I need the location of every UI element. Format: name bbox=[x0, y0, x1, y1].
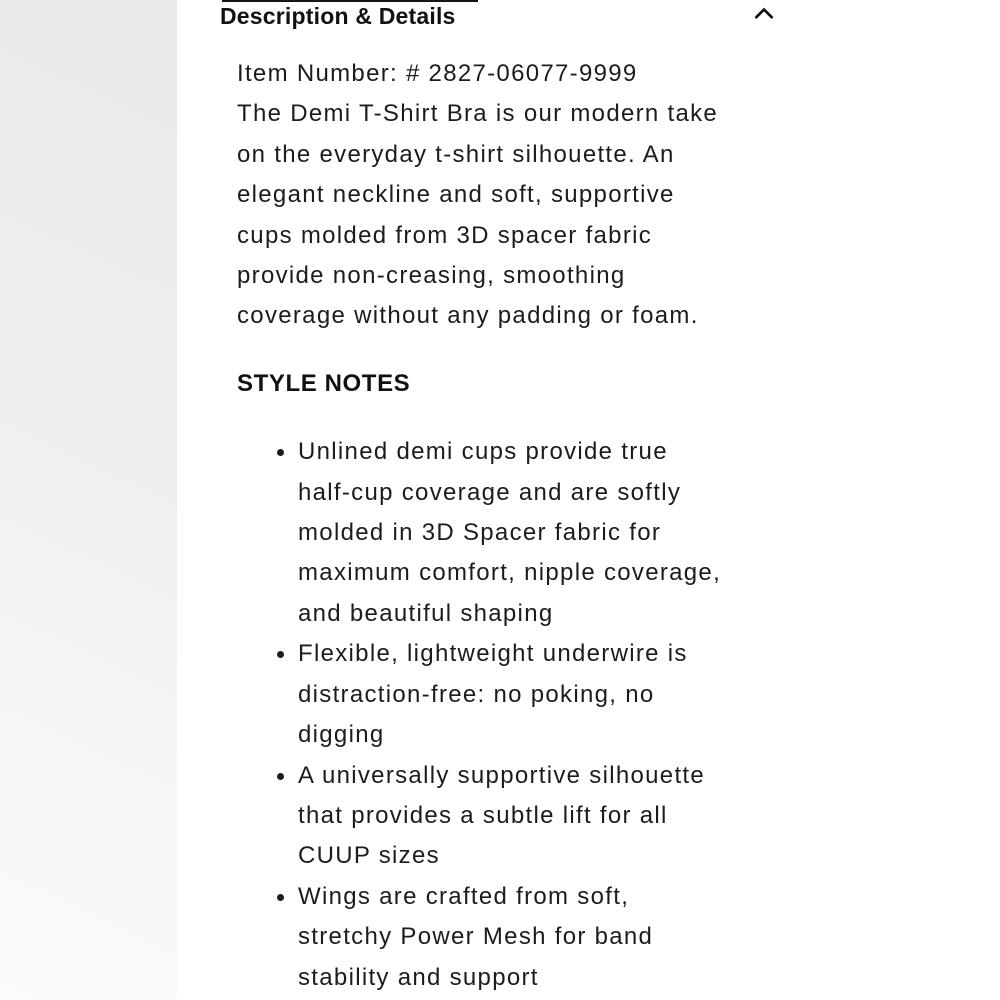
list-item bbox=[277, 756, 1000, 877]
description-line: cups molded from 3D spacer fabric bbox=[237, 221, 653, 249]
bullet-line: digging bbox=[298, 721, 385, 749]
style-notes-list bbox=[237, 432, 1000, 998]
clipped-content-above bbox=[222, 0, 478, 2]
accordion-header-description-details[interactable] bbox=[220, 0, 775, 29]
bullet-line: that provides a subtle lift for all bbox=[298, 801, 668, 829]
bullet-line: Wings are crafted from soft, bbox=[298, 882, 630, 910]
bullet-line: distraction-free: no poking, no bbox=[298, 680, 655, 708]
description-line: coverage without any padding or foam. bbox=[237, 302, 699, 330]
bullet-line: stretchy Power Mesh for band bbox=[298, 923, 654, 951]
bullet-line: maximum comfort, nipple coverage, bbox=[298, 559, 722, 587]
bullet-icon bbox=[277, 449, 284, 456]
list-item bbox=[277, 877, 1000, 998]
bullet-icon bbox=[277, 651, 284, 658]
chevron-up-icon bbox=[753, 8, 775, 23]
page-gutter-left bbox=[0, 0, 177, 1000]
description-line: provide non-creasing, smoothing bbox=[237, 262, 626, 290]
description-paragraph bbox=[237, 54, 1000, 337]
bullet-line: molded in 3D Spacer fabric for bbox=[298, 519, 662, 547]
bullet-icon bbox=[277, 773, 284, 780]
section-body bbox=[237, 54, 1000, 998]
style-notes-heading: STYLE NOTES bbox=[237, 369, 411, 397]
description-line: The Demi T-Shirt Bra is our modern take bbox=[237, 100, 719, 128]
bullet-line: and beautiful shaping bbox=[298, 599, 554, 627]
section-title[interactable]: Description & Details bbox=[220, 3, 456, 29]
description-line: elegant neckline and soft, supportive bbox=[237, 181, 675, 209]
bullet-line: stability and support bbox=[298, 963, 539, 991]
bullet-line: half-cup coverage and are softly bbox=[298, 478, 682, 506]
collapse-section-button[interactable] bbox=[753, 5, 775, 20]
product-details-card bbox=[177, 0, 1000, 1000]
bullet-line: Flexible, lightweight underwire is bbox=[298, 640, 688, 668]
description-line: on the everyday t-shirt silhouette. An bbox=[237, 140, 675, 168]
list-item bbox=[277, 432, 1000, 634]
bullet-line: Unlined demi cups provide true bbox=[298, 438, 668, 466]
list-item bbox=[277, 634, 1000, 755]
bullet-icon bbox=[277, 894, 284, 901]
item-number: Item Number: # 2827-06077-9999 bbox=[237, 60, 638, 87]
bullet-line: CUUP sizes bbox=[298, 842, 440, 870]
bullet-line: A universally supportive silhouette bbox=[298, 761, 706, 789]
